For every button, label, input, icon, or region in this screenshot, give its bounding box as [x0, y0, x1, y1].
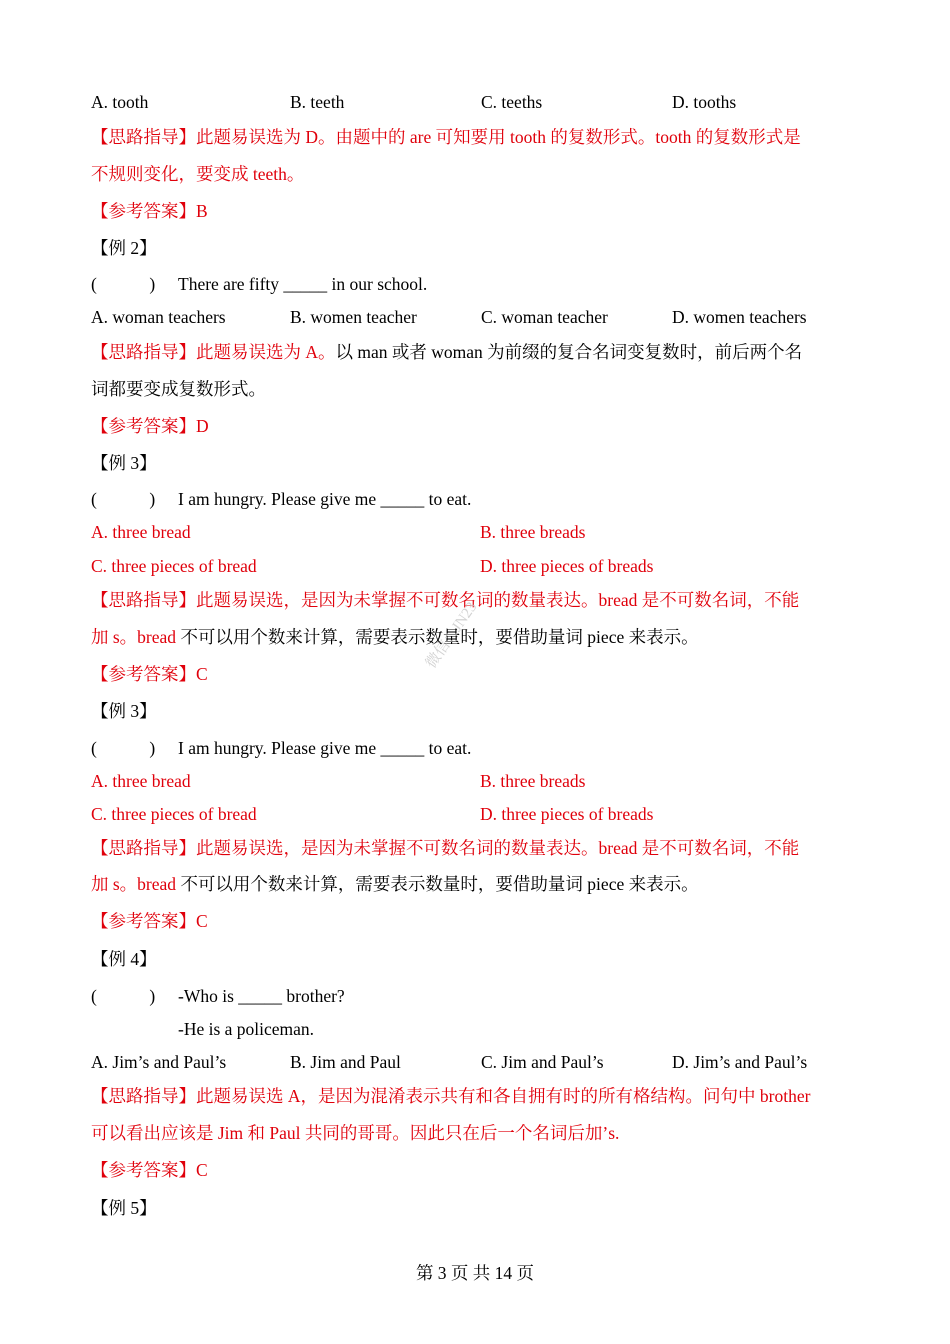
option-b: B. women teacher — [290, 307, 417, 327]
question-text: I am hungry. Please give me _____ to eat. — [178, 489, 472, 509]
guide-label: 【思路指导】此题易误选为 A。 — [91, 342, 336, 362]
example-title: 【例 3】 — [91, 453, 157, 473]
guide-body: 以 man 或者 woman 为前缀的复合名词变复数时，前后两个名 — [335, 342, 803, 362]
answer-text: 【参考答案】C — [91, 664, 208, 684]
option-c: C. three pieces of bread — [91, 556, 257, 576]
watermark: 微信：JN23 — [423, 599, 481, 672]
example-title: 【例 2】 — [91, 238, 157, 258]
option-d: D. three pieces of breads — [480, 804, 654, 824]
question-text: -He is a policeman. — [178, 1019, 315, 1039]
answer-text: 【参考答案】C — [91, 1160, 208, 1180]
option-c: C. teeths — [481, 92, 543, 112]
answer-blank: ( ) — [91, 986, 156, 1006]
option-b: B. three breads — [480, 771, 586, 791]
option-c: C. woman teacher — [481, 307, 608, 327]
answer-blank: ( ) — [91, 489, 156, 509]
option-d: D. women teachers — [672, 307, 807, 327]
option-b: B. teeth — [290, 92, 345, 112]
option-a: A. three bread — [91, 522, 191, 542]
option-a: A. Jim’s and Paul’s — [91, 1052, 227, 1072]
guide-text: 【思路指导】此题易误选，是因为未掌握不可数名词的数量表达。bread 是不可数名词，不能 — [91, 590, 800, 610]
answer-text: 【参考答案】D — [91, 416, 209, 436]
example-title: 【例 3】 — [91, 701, 157, 721]
guide-red-part: 加 s。bread — [91, 874, 181, 894]
option-a: A. three bread — [91, 771, 191, 791]
guide-body: 不可以用个数来计算，需要表示数量时，要借助量词 piece 来表示。 — [180, 627, 699, 647]
option-a: A. tooth — [91, 92, 149, 112]
guide-text: 可以看出应该是 Jim 和 Paul 共同的哥哥。因此只在后一个名词后加’s. — [91, 1123, 620, 1143]
guide-body: 不可以用个数来计算，需要表示数量时，要借助量词 piece 来表示。 — [180, 874, 699, 894]
example-title: 【例 4】 — [91, 949, 157, 969]
guide-text: 词都要变成复数形式。 — [91, 379, 266, 399]
option-d: D. Jim’s and Paul’s — [672, 1052, 808, 1072]
answer-text: 【参考答案】C — [91, 911, 208, 931]
option-c: C. three pieces of bread — [91, 804, 257, 824]
answer-blank: ( ) — [91, 274, 156, 294]
option-b: B. Jim and Paul — [290, 1052, 401, 1072]
guide-text — [91, 341, 802, 363]
question-text: -Who is _____ brother? — [178, 986, 345, 1006]
answer-text: 【参考答案】B — [91, 201, 208, 221]
option-b: B. three breads — [480, 522, 586, 542]
question-text: I am hungry. Please give me _____ to eat. — [178, 738, 472, 758]
guide-text: 不规则变化，要变成 teeth。 — [91, 164, 305, 184]
option-d: D. tooths — [672, 92, 737, 112]
guide-text: 【思路指导】此题易误选，是因为未掌握不可数名词的数量表达。bread 是不可数名词，不能 — [91, 838, 800, 858]
option-a: A. woman teachers — [91, 307, 226, 327]
question-text: There are fifty _____ in our school. — [178, 274, 428, 294]
guide-text — [91, 873, 699, 895]
example-title: 【例 5】 — [91, 1198, 157, 1218]
page-number: 第 3 页 共 14 页 — [415, 1263, 535, 1283]
option-c: C. Jim and Paul’s — [481, 1052, 604, 1072]
guide-text: 【思路指导】此题易误选 A，是因为混淆表示共有和各自拥有时的所有格结构。问句中 brother — [91, 1086, 811, 1106]
guide-red-part: 加 s。bread — [91, 627, 181, 647]
guide-text — [91, 626, 699, 648]
answer-blank: ( ) — [91, 738, 156, 758]
option-d: D. three pieces of breads — [480, 556, 654, 576]
guide-text: 【思路指导】此题易误选为 D。由题中的 are 可知要用 tooth 的复数形式。tooth 的复数形式是 — [91, 127, 801, 147]
